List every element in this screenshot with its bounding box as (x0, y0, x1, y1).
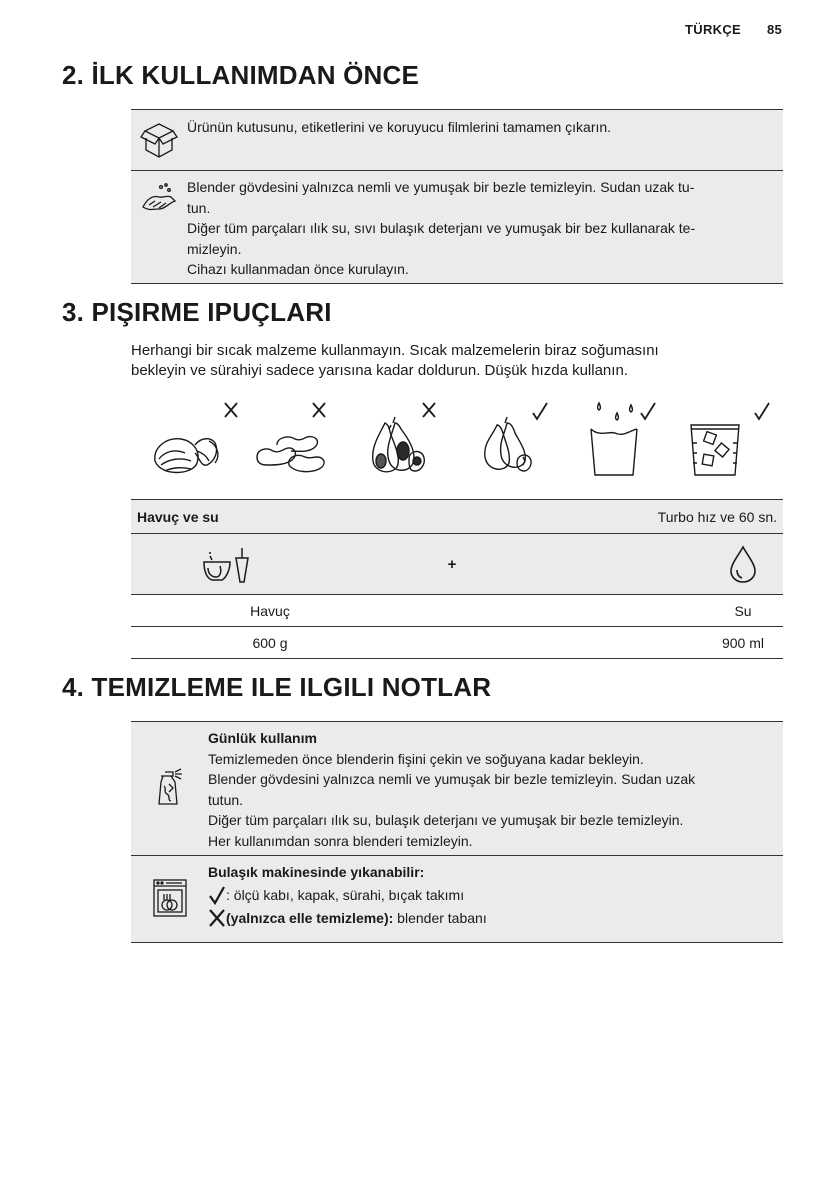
first-use-text-4: mizleyin. (187, 240, 242, 257)
recipe-speed: Turbo hız ve 60 sn. (583, 500, 783, 534)
food-pear (477, 395, 567, 480)
dishwasher-yes-line (208, 885, 777, 906)
check-icon (641, 403, 655, 419)
intro-line-1: bekleyin ve sürahiyi sadece yarısına kadar doldurun. Düşük hızda kullanın. (131, 362, 628, 379)
walnut-icon (155, 439, 218, 473)
liquid-glass-icon (591, 403, 637, 475)
ingredient-water-name: Su (583, 595, 783, 627)
recipe-name: Havuç ve su (131, 500, 321, 534)
first-use-text-1: Blender gövdesini yalnızca nemli ve yumuşak bir bezle temizleyin. Sudan uzak tu- (187, 179, 695, 195)
avocado-icon (373, 417, 425, 472)
beans-icon (257, 437, 324, 472)
ice-glass-icon (691, 425, 739, 475)
spray-cleaning-icon (131, 722, 208, 855)
ingredient-water-amount: 900 ml (583, 627, 783, 659)
first-use-row-unpack (131, 110, 783, 170)
cross-icon (313, 403, 325, 417)
daily-use-heading: Günlük kullanım (208, 730, 317, 746)
carrot-icon (131, 544, 321, 584)
food-walnut (149, 395, 239, 480)
first-use-text-2: tun. (187, 199, 211, 216)
cooking-tips-intro (131, 341, 771, 381)
first-use-row-clean (131, 170, 783, 283)
cleaning-notes-box (131, 721, 783, 943)
water-drop-icon (583, 544, 783, 584)
dishwasher-icon (131, 856, 208, 942)
cross-icon (225, 403, 237, 417)
recipe-names-row (131, 595, 783, 627)
food-ice (683, 395, 783, 480)
recipe-header-row (131, 500, 783, 534)
check-icon (533, 403, 547, 419)
section-3-title: 3. PIŞIRME IPUÇLARI (62, 297, 332, 327)
daily-use-row (131, 722, 783, 855)
intro-line-0: Herhangi bir sıcak malzeme kullanmayın. Sıcak malzemelerin biraz soğumasını (131, 342, 659, 359)
ingredient-carrot-amount: 600 g (131, 627, 321, 659)
cleaning-cloth-icon (131, 171, 187, 283)
recipe-amounts-row (131, 627, 783, 659)
food-beans (251, 395, 341, 480)
dishwasher-no-text: blender tabanı (393, 910, 487, 926)
dishwasher-yes-text: : ölçü kabı, kapak, sürahi, bıçak takımı (226, 886, 465, 903)
cross-icon (423, 403, 435, 417)
language-label: TÜRKÇE (685, 22, 742, 37)
recipe-table (131, 499, 783, 659)
page-header (685, 22, 782, 37)
dishwasher-row (131, 855, 783, 942)
first-use-text-3: Diğer tüm parçaları ılık su, sıvı bulaşık deterjanı ve yumuşak bir bez kullanarak te- (187, 220, 696, 236)
dishwasher-heading: Bulaşık makinesinde yıkanabilir: (208, 864, 425, 880)
check-icon (208, 885, 226, 905)
recipe-icons-row (131, 534, 783, 595)
food-suitability-row (131, 395, 791, 490)
cross-icon (208, 908, 226, 928)
ingredient-carrot-name: Havuç (131, 595, 321, 627)
daily-use-line-3: Diğer tüm parçaları ılık su, bulaşık deterjanı ve yumuşak bir bezle temizleyin. (208, 812, 684, 828)
daily-use-line-1: Blender gövdesini yalnızca nemli ve yumuşak bir bezle temizleyin. Sudan uzak (208, 771, 696, 787)
dishwasher-no-label: (yalnızca elle temizleme): (226, 910, 394, 926)
first-use-box (131, 109, 783, 284)
first-use-text-5: Cihazı kullanmadan önce kurulayın. (187, 261, 409, 277)
daily-use-line-4: Her kullanımdan sonra blenderi temizleyin. (208, 832, 473, 849)
food-liquid (579, 395, 669, 480)
food-avocado (365, 395, 455, 480)
box-icon (131, 110, 187, 170)
check-icon (755, 403, 769, 419)
plus-sign: + (321, 534, 583, 595)
first-use-text-0: Ürünün kutusunu, etiketlerini ve koruyucu filmlerini tamamen çıkarın. (187, 119, 612, 135)
section-4-title: 4. TEMIZLEME ILE ILGILI NOTLAR (62, 672, 492, 702)
section-2-title: 2. İLK KULLANIMDAN ÖNCE (62, 60, 420, 90)
daily-use-line-0: Temizlemeden önce blenderin fişini çekin ve soğuyana kadar bekleyin. (208, 750, 644, 767)
daily-use-line-2: tutun. (208, 791, 244, 808)
dishwasher-no-line (208, 908, 777, 929)
page-number: 85 (766, 22, 782, 37)
pear-icon (485, 417, 531, 471)
